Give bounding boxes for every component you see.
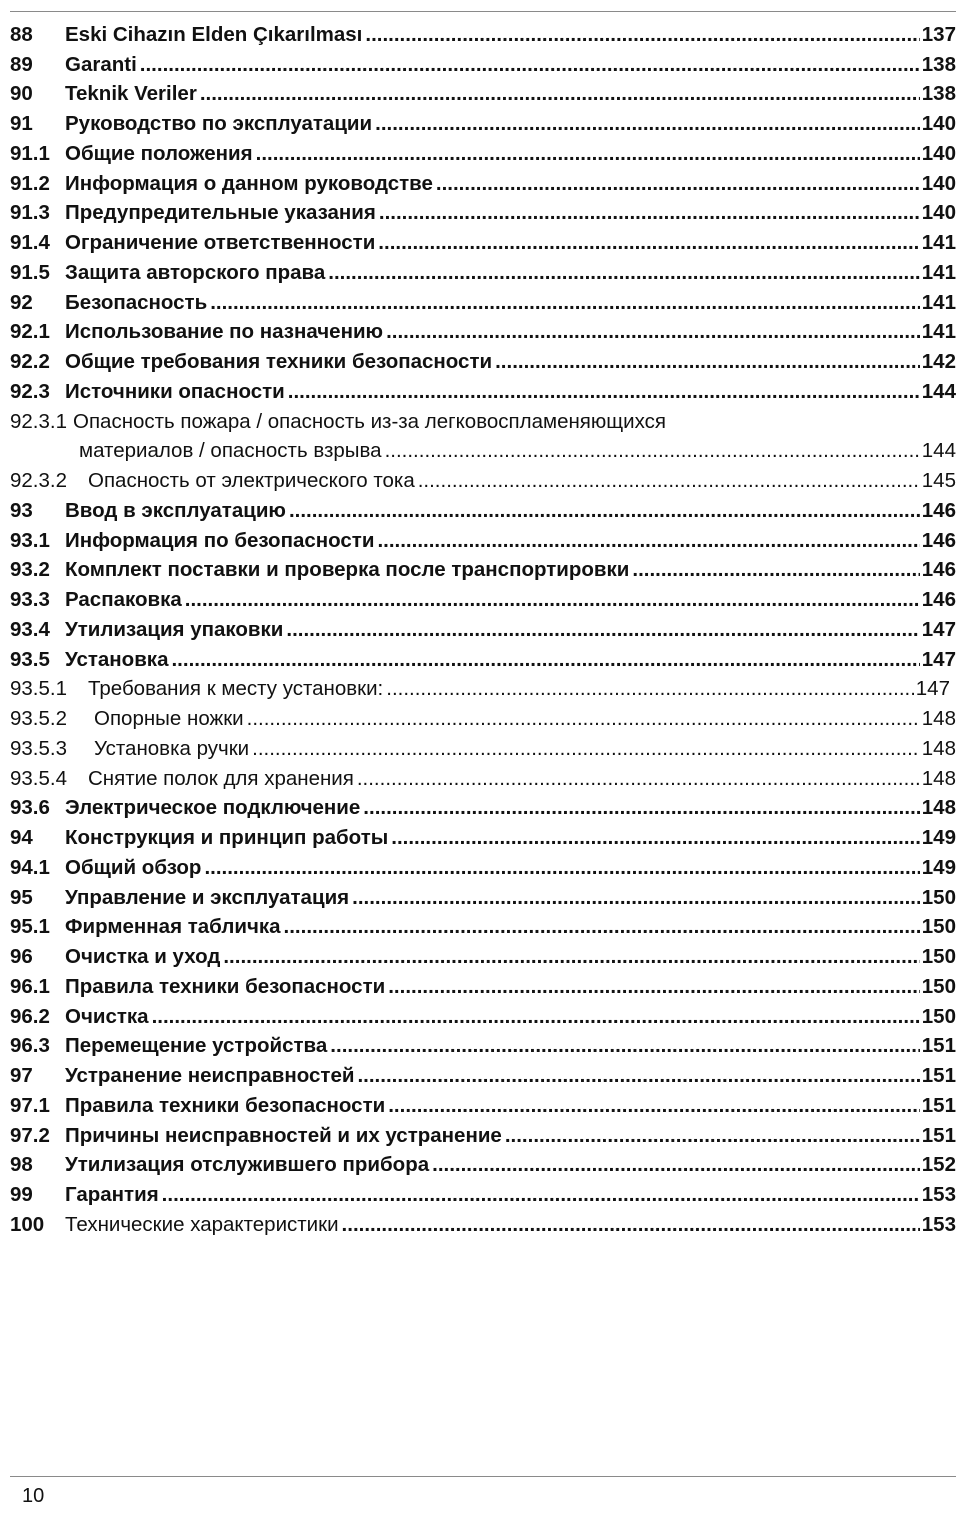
dot-leader xyxy=(432,1153,920,1177)
toc-title: Фирменная табличка xyxy=(65,915,281,939)
dot-leader xyxy=(436,172,920,196)
dot-leader xyxy=(385,439,920,463)
dot-leader xyxy=(365,23,919,47)
toc-number: 94.1 xyxy=(10,855,50,879)
toc-title: Причины неисправностей и их устранение xyxy=(65,1123,502,1147)
toc-row-91-4[interactable] xyxy=(10,225,956,255)
dot-leader xyxy=(386,677,914,701)
footer-page-number: 10 xyxy=(22,1485,45,1507)
toc-title: Общий обзор xyxy=(65,855,202,879)
toc-row-93-5-3[interactable] xyxy=(10,731,956,761)
toc-number: 92.3.1 xyxy=(10,409,67,433)
toc-number: 91.2 xyxy=(10,171,50,195)
toc-number: 93.1 xyxy=(10,528,50,552)
toc-title: Перемещение устройства xyxy=(65,1034,328,1058)
dot-leader xyxy=(375,112,920,136)
toc-row-92-1[interactable] xyxy=(10,315,956,345)
toc-number: 93.6 xyxy=(10,796,50,820)
toc-title: Требования к месту установки: xyxy=(88,677,384,701)
toc-row-93-6[interactable] xyxy=(10,791,956,821)
toc-number: 96.1 xyxy=(10,974,50,998)
toc-title: Предупредительные указания xyxy=(65,201,376,225)
toc-page: 152 xyxy=(921,1153,956,1177)
toc-page: 149 xyxy=(921,826,956,849)
dot-leader xyxy=(342,1213,920,1237)
dot-leader xyxy=(286,618,919,642)
toc-page: 150 xyxy=(921,915,956,939)
toc-row-100[interactable] xyxy=(10,1207,956,1237)
toc-title: Правила техники безопасности xyxy=(65,1093,386,1117)
toc-number: 95 xyxy=(10,885,33,909)
toc-title: Защита авторского права xyxy=(65,260,326,284)
toc-number: 92.2 xyxy=(10,350,50,373)
toc-number: 93.4 xyxy=(10,617,50,641)
toc-page: 141 xyxy=(921,320,956,344)
dot-leader xyxy=(391,826,920,850)
dot-leader xyxy=(388,975,920,999)
dot-leader xyxy=(377,529,919,553)
toc-title-line1: Опасность пожара / опасность из-за легковоспламеняющихся xyxy=(73,409,666,433)
toc-number: 93.2 xyxy=(10,558,50,582)
dot-leader xyxy=(632,558,919,582)
dot-leader xyxy=(357,767,920,791)
toc-page: 148 xyxy=(921,796,956,820)
top-rule xyxy=(10,11,956,12)
toc-page: 141 xyxy=(921,290,956,314)
dot-leader xyxy=(247,707,920,731)
toc-number: 92.1 xyxy=(10,320,50,344)
toc-title: Источники опасности xyxy=(65,379,285,403)
toc-page: 140 xyxy=(921,112,956,135)
dot-leader xyxy=(330,1034,919,1058)
dot-leader xyxy=(357,1064,919,1088)
dot-leader xyxy=(152,1005,920,1029)
toc-page: 141 xyxy=(921,231,956,254)
toc-title: Электрическое подключение xyxy=(65,796,361,820)
toc-number: 88 xyxy=(10,22,33,46)
toc-row-93-4[interactable] xyxy=(10,612,956,642)
toc-page: 141 xyxy=(921,260,956,284)
toc-title: Комплект поставки и проверка после транспортировки xyxy=(65,558,630,582)
dot-leader xyxy=(171,648,919,672)
toc-title: Информация о данном руководстве xyxy=(65,171,433,195)
toc-page: 147 xyxy=(921,617,956,641)
toc-title: Опасность от электрического тока xyxy=(88,469,415,492)
toc-number: 93.5.3 xyxy=(10,736,67,760)
toc-row-90[interactable] xyxy=(10,77,956,107)
toc-number: 97.2 xyxy=(10,1123,50,1147)
toc-row-93-2[interactable] xyxy=(10,553,956,583)
toc-title: Ограничение ответственности xyxy=(65,231,376,254)
toc-number: 97.1 xyxy=(10,1093,50,1117)
dot-leader xyxy=(204,856,919,880)
toc-row-93[interactable] xyxy=(10,493,956,523)
toc-number: 93.5.2 xyxy=(10,707,67,730)
toc-title: Устранение неисправностей xyxy=(65,1064,355,1087)
toc-page: 150 xyxy=(921,945,956,968)
toc-number: 93 xyxy=(10,498,33,522)
toc-number: 91.1 xyxy=(10,141,50,165)
toc-row-94-1[interactable] xyxy=(10,850,956,880)
dot-leader xyxy=(140,53,920,77)
toc-number: 91.3 xyxy=(10,201,50,225)
toc-row-91[interactable] xyxy=(10,106,956,136)
toc-title: Ввод в эксплуатацию xyxy=(65,498,286,522)
toc-number: 95.1 xyxy=(10,915,50,939)
toc-title: Снятие полок для хранения xyxy=(88,766,354,790)
toc-row-91-5[interactable] xyxy=(10,255,956,285)
toc-row-96-3[interactable] xyxy=(10,1029,956,1059)
toc-number: 96.3 xyxy=(10,1034,50,1058)
table-of-contents xyxy=(10,17,956,1237)
toc-row-96-2[interactable] xyxy=(10,999,956,1029)
toc-title: Безопасность xyxy=(65,290,208,314)
toc-row-93-5-4[interactable] xyxy=(10,761,956,791)
toc-number: 93.3 xyxy=(10,588,50,611)
toc-page: 151 xyxy=(921,1034,956,1058)
dot-leader xyxy=(495,350,920,374)
dot-leader xyxy=(210,291,920,315)
dot-leader xyxy=(379,201,920,225)
toc-row-95[interactable] xyxy=(10,880,956,910)
toc-number: 91.5 xyxy=(10,260,50,284)
toc-number: 89 xyxy=(10,52,33,76)
toc-title: Управление и эксплуатация xyxy=(65,885,350,909)
toc-row-95-1[interactable] xyxy=(10,910,956,940)
toc-row-92-3[interactable] xyxy=(10,374,956,404)
toc-page: 149 xyxy=(921,855,956,879)
toc-number: 93.5.4 xyxy=(10,766,67,790)
toc-page: 142 xyxy=(921,350,956,373)
toc-page: 144 xyxy=(921,379,956,403)
toc-title: Общие положения xyxy=(65,141,253,165)
toc-number: 94 xyxy=(10,826,33,849)
toc-row-93-5[interactable] xyxy=(10,642,956,672)
toc-title: Распаковка xyxy=(65,588,182,611)
dot-leader xyxy=(378,231,919,255)
toc-title: Общие требования техники безопасности xyxy=(65,350,493,373)
dot-leader xyxy=(363,796,919,820)
toc-page: 138 xyxy=(921,52,956,76)
toc-row-89[interactable] xyxy=(10,47,956,77)
toc-title: Teknik Veriler xyxy=(65,82,197,106)
toc-row-96-1[interactable] xyxy=(10,969,956,999)
dot-leader xyxy=(505,1124,920,1148)
toc-page: 140 xyxy=(921,171,956,195)
toc-title: Утилизация упаковки xyxy=(65,617,284,641)
toc-row-92-3-2[interactable] xyxy=(10,463,956,493)
toc-row-93-5-1[interactable] xyxy=(10,672,956,702)
toc-page: 137 xyxy=(921,22,956,46)
toc-page: 151 xyxy=(921,1064,956,1087)
toc-page: 150 xyxy=(921,974,956,998)
toc-row-93-3[interactable] xyxy=(10,582,956,612)
toc-row-92[interactable] xyxy=(10,285,956,315)
bottom-rule xyxy=(10,1476,956,1477)
toc-title: материалов / опасность взрыва xyxy=(79,439,382,463)
toc-row-97-2[interactable] xyxy=(10,1118,956,1148)
toc-number: 92.3.2 xyxy=(10,469,67,492)
toc-number: 92.3 xyxy=(10,379,50,403)
toc-page: 150 xyxy=(921,1004,956,1028)
dot-leader xyxy=(328,261,920,285)
toc-title: Гарантия xyxy=(65,1183,159,1206)
toc-number: 99 xyxy=(10,1183,33,1206)
toc-title: Правила техники безопасности xyxy=(65,974,386,998)
toc-row-91-2[interactable] xyxy=(10,166,956,196)
toc-page: 153 xyxy=(921,1212,956,1236)
toc-title: Установка xyxy=(65,647,169,671)
toc-number: 93.5.1 xyxy=(10,677,67,701)
dot-leader xyxy=(284,915,920,939)
toc-number: 98 xyxy=(10,1153,33,1177)
toc-row-97[interactable] xyxy=(10,1058,956,1088)
dot-leader xyxy=(386,320,920,344)
toc-row-93-1[interactable] xyxy=(10,523,956,553)
dot-leader xyxy=(388,1094,920,1118)
toc-page: 146 xyxy=(921,558,956,582)
dot-leader xyxy=(162,1183,920,1207)
toc-title: Использование по назначению xyxy=(65,320,384,344)
toc-number: 91.4 xyxy=(10,231,50,254)
toc-number: 90 xyxy=(10,82,33,106)
toc-title: Очистка xyxy=(65,1004,149,1028)
toc-row-99[interactable] xyxy=(10,1177,956,1207)
toc-row-92-2[interactable] xyxy=(10,344,956,374)
toc-title: Технические характеристики xyxy=(65,1212,339,1236)
toc-page: 151 xyxy=(921,1093,956,1117)
dot-leader xyxy=(223,945,919,969)
toc-row-94[interactable] xyxy=(10,820,956,850)
toc-row-98[interactable] xyxy=(10,1148,956,1178)
toc-row-96[interactable] xyxy=(10,939,956,969)
toc-title: Утилизация отслужившего прибора xyxy=(65,1153,430,1177)
toc-title: Информация по безопасности xyxy=(65,528,375,552)
toc-number: 96.2 xyxy=(10,1004,50,1028)
toc-page: 145 xyxy=(921,469,956,492)
toc-page: 148 xyxy=(921,736,956,760)
toc-number: 91 xyxy=(10,112,33,135)
toc-row-92-3-1-line1[interactable] xyxy=(10,404,956,434)
toc-title: Опорные ножки xyxy=(94,707,244,730)
toc-title: Очистка и уход xyxy=(65,945,221,968)
toc-page: 146 xyxy=(921,588,956,611)
toc-title: Eski Cihazın Elden Çıkarılması xyxy=(65,22,363,46)
toc-page: 146 xyxy=(921,528,956,552)
toc-row-91-3[interactable] xyxy=(10,196,956,226)
toc-number: 92 xyxy=(10,290,33,314)
toc-page: 140 xyxy=(921,141,956,165)
dot-leader xyxy=(256,142,920,166)
dot-leader xyxy=(352,886,920,910)
toc-title: Конструкция и принцип работы xyxy=(65,826,389,849)
toc-title: Руководство по эксплуатации xyxy=(65,112,373,135)
toc-row-88[interactable] xyxy=(10,17,956,47)
toc-page: 151 xyxy=(921,1123,956,1147)
toc-number: 97 xyxy=(10,1064,33,1087)
dot-leader xyxy=(288,380,920,404)
toc-number: 96 xyxy=(10,945,33,968)
dot-leader xyxy=(289,499,920,523)
dot-leader xyxy=(200,82,920,106)
toc-page: 147 xyxy=(915,677,950,701)
toc-title: Garanti xyxy=(65,52,137,76)
toc-page: 146 xyxy=(921,498,956,522)
toc-page: 147 xyxy=(921,647,956,671)
toc-page: 148 xyxy=(921,707,956,730)
toc-row-97-1[interactable] xyxy=(10,1088,956,1118)
toc-page: 144 xyxy=(921,439,956,463)
toc-page: 138 xyxy=(921,82,956,106)
toc-row-92-3-1-line2[interactable] xyxy=(10,434,956,464)
toc-number: 100 xyxy=(10,1212,45,1236)
toc-title: Установка ручки xyxy=(94,736,250,760)
toc-page: 148 xyxy=(921,766,956,790)
dot-leader xyxy=(185,588,920,612)
toc-row-93-5-2[interactable] xyxy=(10,701,956,731)
toc-page: 153 xyxy=(921,1183,956,1206)
toc-number: 93.5 xyxy=(10,647,50,671)
toc-row-91-1[interactable] xyxy=(10,136,956,166)
toc-page: 140 xyxy=(921,201,956,225)
dot-leader xyxy=(418,469,920,493)
dot-leader xyxy=(252,737,920,761)
toc-page: 150 xyxy=(921,885,956,909)
